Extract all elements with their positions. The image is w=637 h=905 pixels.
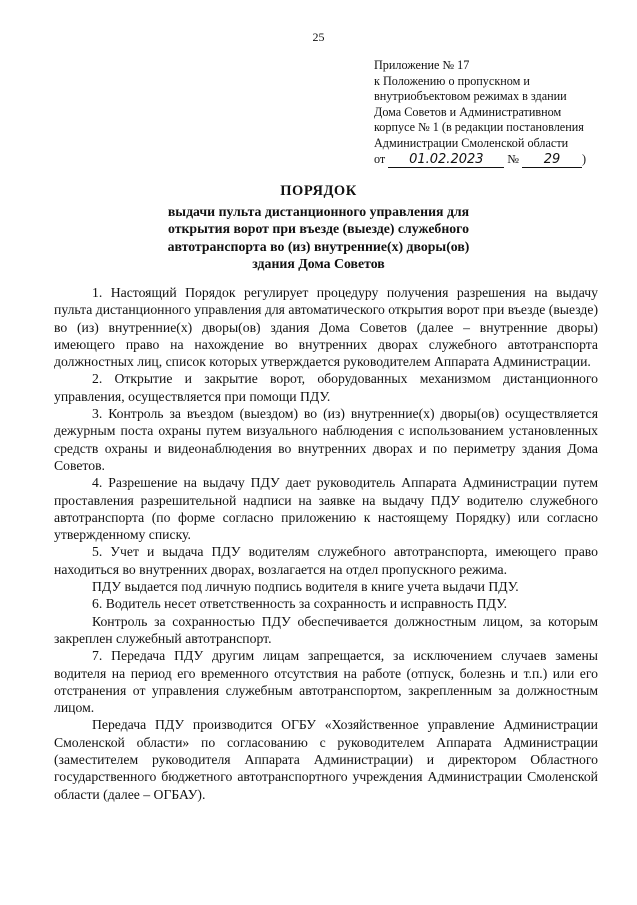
appendix-line: Приложение № 17 — [374, 58, 470, 72]
number-sign: № — [507, 151, 519, 166]
handwritten-number: 29 — [522, 153, 582, 168]
date-prefix: от — [374, 151, 386, 166]
appendix-line: к Положению о пропускном и — [374, 73, 530, 88]
paragraph: Передача ПДУ производится ОГБУ «Хозяйственное управление Администрации Смоленской области» по согласованию с руководителем Аппарата Администрации (заместителем руководителя Аппарата Администрации) и директором Областного государственного бюджетного автотранспортного учреждения Администрации Смоленской области (далее – ОГБАУ). — [54, 717, 598, 802]
paragraph: Контроль за сохранностью ПДУ обеспечивается должностным лицом, за которым закреплен служебный автотранспорт. — [54, 613, 598, 646]
document-title — [0, 183, 637, 273]
paragraph: 4. Разрешение на выдачу ПДУ дает руководитель Аппарата Администрации путем проставления разрешительной надписи на заявке на выдачу ПДУ водителю служебного автотранспорта (по форме согласно приложению к настоящему Порядку) или согласно утвержденному списку. — [54, 475, 598, 543]
paragraph: 6. Водитель несет ответственность за сохранность и исправность ПДУ. — [92, 596, 508, 612]
title-line: открытия ворот при въезде (выезде) служебного — [167, 221, 470, 236]
appendix-line: корпусе № 1 (в редакции постановления — [374, 120, 584, 135]
title-main: ПОРЯДОК — [280, 183, 357, 199]
appendix-line: Администрации Смоленской области — [374, 135, 569, 150]
title-line: выдачи пульта дистанционного управления для — [167, 203, 470, 219]
paragraph: 2. Открытие и закрытие ворот, оборудованных механизмом дистанционного управления, осуществляется при помощи ПДУ. — [54, 371, 598, 404]
document-body — [54, 284, 598, 803]
appendix-line: Дома Советов и Административном — [374, 104, 562, 119]
paragraph: 3. Контроль за въездом (выездом) во (из) внутренние(х) дворы(ов) осуществляется дежурным поста охраны путем визуального наблюдения с использованием установленных средств охраны и видеонаблюдения во внутренних дворах и по периметру здания Дома Советов. — [54, 406, 598, 473]
paragraph: 1. Настоящий Порядок регулирует процедуру получения разрешения на выдачу пульта дистанционного управления для автоматического открытия ворот при въезде (выезде) во (из) внутренние(х) дворы(ов) здания Дома Советов (далее – внутренние дворы) имеющего право на нахождение во внутренних дворах служебного автотранспорта должностных лиц, список которых утверждается руководителем Аппарата Администрации. — [54, 285, 598, 370]
appendix-date-row — [374, 152, 624, 168]
closing-paren: ) — [582, 151, 587, 166]
appendix-header — [374, 58, 624, 168]
paragraph: 7. Передача ПДУ другим лицам запрещается, за исключением случаев замены водителя на период его временного отсутствия на работе (отпуск, болезнь и т.п.) или его отстранения от управления служебным автотранспортом, закрепленным за должностным лицом. — [54, 648, 598, 716]
paragraph: ПДУ выдается под личную подпись водителя в книге учета выдачи ПДУ. — [92, 579, 519, 595]
title-line: здания Дома Советов — [252, 256, 385, 271]
page-number: 25 — [312, 30, 325, 44]
handwritten-date: 01.02.2023 — [388, 153, 504, 168]
paragraph: 5. Учет и выдача ПДУ водителям служебного автотранспорта, имеющего право находиться во внутренних дворах, возлагается на отдел пропускного режима. — [54, 544, 598, 577]
appendix-line: внутриобъектовом режимах в здании — [374, 89, 567, 104]
title-line: автотранспорта во (из) внутренние(х) дворы(ов) — [167, 238, 470, 254]
